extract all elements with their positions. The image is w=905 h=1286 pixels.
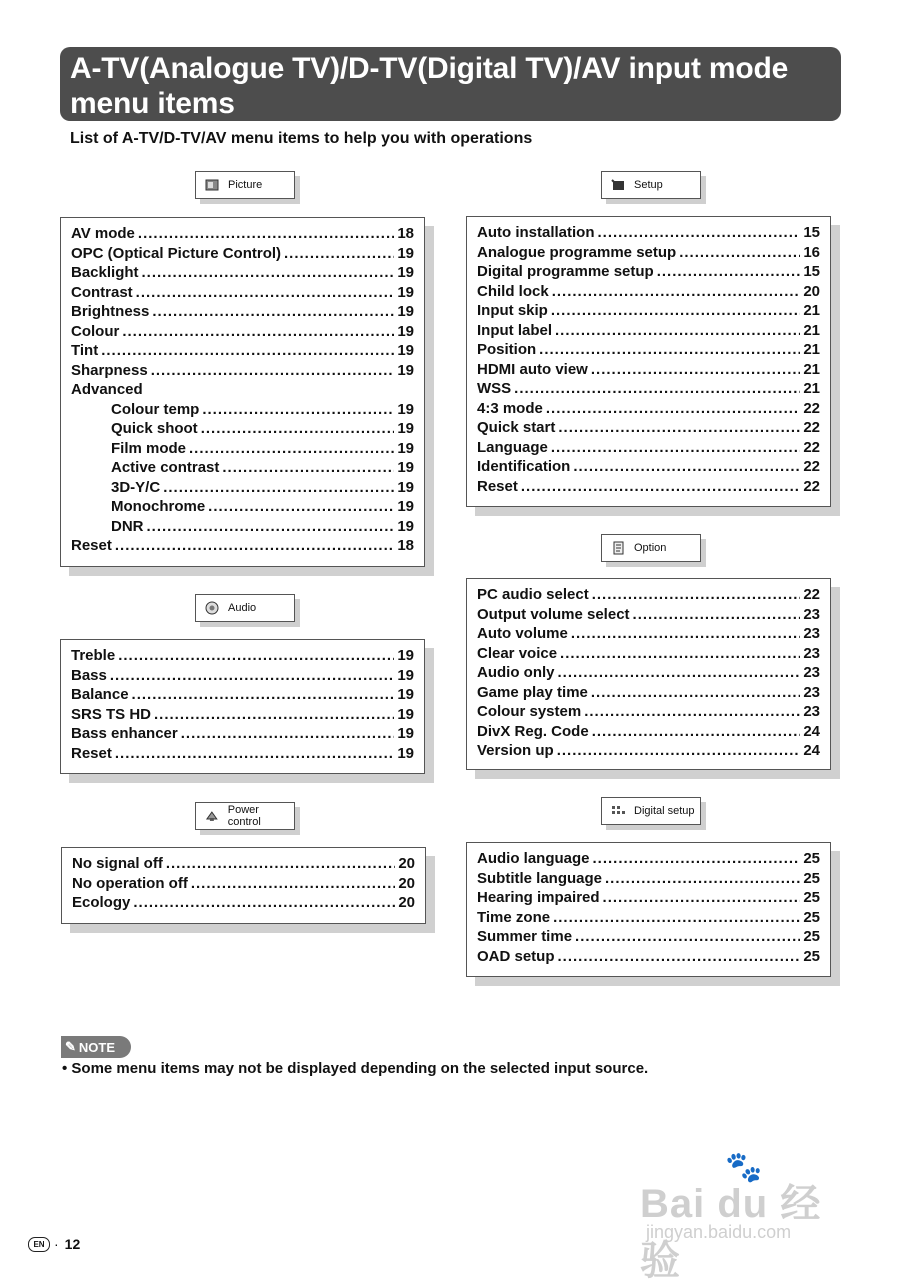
watermark-url: jingyan.baidu.com [646,1222,792,1242]
list-item: Reset ..... 18 [71,536,414,556]
list-item: Input skip ..... 21 [477,301,820,321]
list-item: Contrast ..... 19 [71,283,414,303]
list-item: Balance ..... 19 [71,685,414,705]
list-item: Colour temp ..... 19 [71,400,414,420]
list-item: Treble ..... 19 [71,646,414,666]
list-item: Active contrast ..... 19 [71,458,414,478]
list-item: Digital programme setup ..... 15 [477,262,820,282]
page-title: A-TV(Analogue TV)/D-TV(Digital TV)/AV input mode menu items [60,47,841,121]
audio-menu-box [60,639,425,774]
list-item: Audio only ..... 23 [477,663,820,683]
list-item: Brightness ..... 19 [71,302,414,322]
footer-separator: · [54,1236,59,1252]
list-item: Child lock ..... 20 [477,282,820,302]
page-number: 12 [64,1236,81,1252]
list-item: Time zone ..... 25 [477,908,820,928]
list-item: Quick shoot ..... 19 [71,419,414,439]
list-item: 4:3 mode ..... 22 [477,399,820,419]
power-menu-box [61,847,426,924]
list-item: Reset ..... 19 [71,744,414,764]
list-item: Input label ..... 21 [477,321,820,341]
list-item: PC audio select ..... 22 [477,585,820,605]
note-label: NOTE [78,1039,116,1055]
setup-tab-label: Setup [634,179,663,191]
list-item: Bass enhancer ..... 19 [71,724,414,744]
audio-tab-label: Audio [228,602,257,614]
audio-tab [195,594,295,622]
list-item: Subtitle language ..... 25 [477,869,820,889]
list-item: No operation off ..... 20 [72,874,415,894]
digital-setup-menu-box [466,842,831,977]
list-item: Reset ..... 22 [477,477,820,497]
list-item: Auto installation ..... 15 [477,223,820,243]
speaker-icon [204,601,220,615]
digital-setup-icon [610,804,626,818]
list-item: DivX Reg. Code ..... 24 [477,722,820,742]
watermark-main: Bai du 经验 [640,1182,822,1283]
option-menu-box [466,578,831,770]
picture-menu-box [60,217,425,567]
list-item: No signal off ..... 20 [72,854,415,874]
picture-tab [195,171,295,199]
list-item: Auto volume ..... 23 [477,624,820,644]
page-footer [28,1236,80,1252]
setup-menu-box [466,216,831,507]
list-item: Quick start ..... 22 [477,418,820,438]
power-control-tab [195,802,295,830]
list-item: Colour ..... 19 [71,322,414,342]
note-text: • Some menu items may not be displayed depending on the selected input source. [62,1060,649,1077]
list-item: Analogue programme setup ..... 16 [477,243,820,263]
list-item: Hearing impaired ..... 25 [477,888,820,908]
list-item: Version up ..... 24 [477,741,820,761]
setup-tab [601,171,701,199]
list-item: Sharpness ..... 19 [71,361,414,381]
option-tab [601,534,701,562]
paw-icon: 🐾 [725,1151,763,1184]
digital-setup-tab-label: Digital setup [634,805,695,817]
list-item: Film mode ..... 19 [71,439,414,459]
list-item: AV mode ..... 18 [71,224,414,244]
setup-icon [610,178,626,192]
option-tab-label: Option [634,542,667,554]
list-item: Clear voice ..... 23 [477,644,820,664]
list-item: Position ..... 21 [477,340,820,360]
list-group-heading: Advanced [71,381,143,398]
list-item: DNR ..... 19 [71,517,414,537]
list-item: Bass ..... 19 [71,666,414,686]
option-icon [610,541,626,555]
power-icon [204,809,220,823]
list-item: 3D-Y/C ..... 19 [71,478,414,498]
list-item: Game play time ..... 23 [477,683,820,703]
list-item: Language ..... 22 [477,438,820,458]
list-item: HDMI auto view ..... 21 [477,360,820,380]
digital-setup-tab [601,797,701,825]
list-item: WSS ..... 21 [477,379,820,399]
picture-tab-label: Picture [228,179,263,191]
picture-icon [204,178,220,192]
list-item: Summer time ..... 25 [477,927,820,947]
list-item: Ecology ..... 20 [72,893,415,913]
list-item: Colour system ..... 23 [477,702,820,722]
power-tab-label: Power control [227,804,261,828]
list-item: SRS TS HD ..... 19 [71,705,414,725]
language-badge: EN [28,1237,50,1252]
list-item: Backlight ..... 19 [71,263,414,283]
watermark [640,1150,860,1283]
note-badge [61,1036,131,1058]
list-item: OAD setup ..... 25 [477,947,820,967]
list-item: Output volume select ..... 23 [477,605,820,625]
pencil-icon: ✎ [65,1039,76,1054]
list-item: OPC (Optical Picture Control) ..... 19 [71,244,414,264]
list-item: Audio language ..... 25 [477,849,820,869]
list-item: Monochrome ..... 19 [71,497,414,517]
list-item: Identification ..... 22 [477,457,820,477]
page-subtitle: List of A-TV/D-TV/AV menu items to help you with operations [70,130,533,147]
list-item: Tint ..... 19 [71,341,414,361]
